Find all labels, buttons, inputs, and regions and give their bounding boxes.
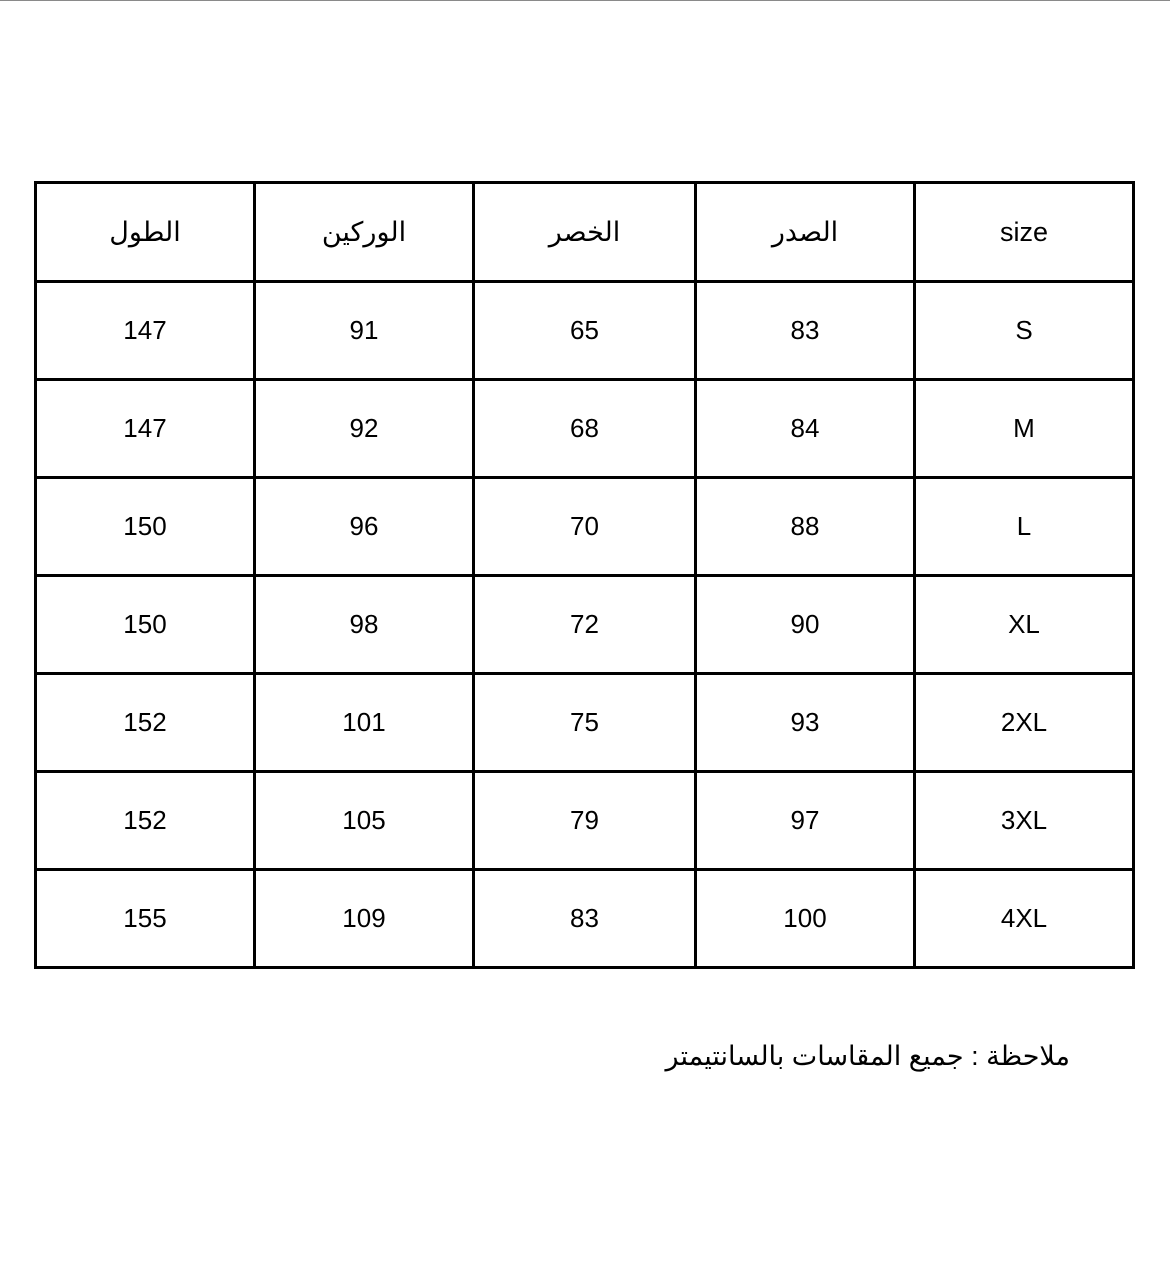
header-waist: الخصر [474, 183, 696, 282]
table-row [36, 870, 1134, 968]
cell-hips: 96 [255, 478, 474, 576]
cell-length: 155 [36, 870, 255, 968]
cell-chest: 97 [696, 772, 915, 870]
table-row [36, 380, 1134, 478]
cell-length: 147 [36, 380, 255, 478]
cell-size: S [915, 282, 1134, 380]
cell-size: 3XL [915, 772, 1134, 870]
header-length: الطول [36, 183, 255, 282]
cell-waist: 70 [474, 478, 696, 576]
cell-hips: 105 [255, 772, 474, 870]
table-header-row [36, 183, 1134, 282]
cell-hips: 109 [255, 870, 474, 968]
cell-waist: 72 [474, 576, 696, 674]
cell-length: 150 [36, 478, 255, 576]
table-row [36, 576, 1134, 674]
header-chest: الصدر [696, 183, 915, 282]
table-row [36, 478, 1134, 576]
cell-chest: 90 [696, 576, 915, 674]
cell-hips: 92 [255, 380, 474, 478]
cell-hips: 91 [255, 282, 474, 380]
cell-size: 4XL [915, 870, 1134, 968]
cell-hips: 101 [255, 674, 474, 772]
cell-length: 152 [36, 674, 255, 772]
top-border-line [0, 0, 1170, 1]
cell-chest: 93 [696, 674, 915, 772]
cell-waist: 79 [474, 772, 696, 870]
header-size: size [915, 183, 1134, 282]
measurement-note: ملاحظة : جميع المقاسات بالسانتيمتر [665, 1041, 1070, 1071]
cell-chest: 83 [696, 282, 915, 380]
table-row [36, 674, 1134, 772]
cell-length: 150 [36, 576, 255, 674]
cell-hips: 98 [255, 576, 474, 674]
cell-length: 152 [36, 772, 255, 870]
cell-size: M [915, 380, 1134, 478]
cell-waist: 65 [474, 282, 696, 380]
cell-size: XL [915, 576, 1134, 674]
cell-length: 147 [36, 282, 255, 380]
cell-chest: 88 [696, 478, 915, 576]
header-hips: الوركين [255, 183, 474, 282]
cell-waist: 68 [474, 380, 696, 478]
cell-size: L [915, 478, 1134, 576]
cell-waist: 75 [474, 674, 696, 772]
table-row [36, 772, 1134, 870]
table-row [36, 282, 1134, 380]
cell-chest: 84 [696, 380, 915, 478]
cell-size: 2XL [915, 674, 1134, 772]
cell-waist: 83 [474, 870, 696, 968]
size-chart-table [34, 181, 1135, 969]
cell-chest: 100 [696, 870, 915, 968]
